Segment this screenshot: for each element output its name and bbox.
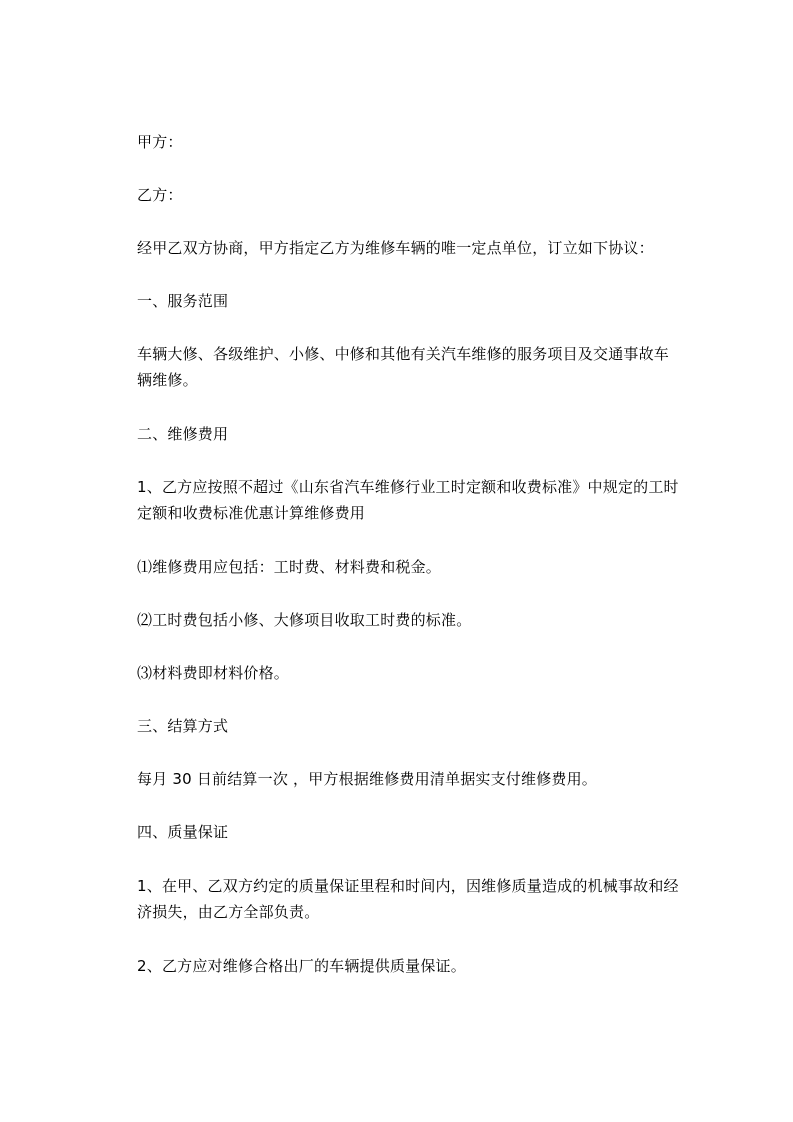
section-2-item-1-line-2: 定额和收费标准优惠计算维修费用 (137, 504, 366, 522)
section-4-item-2: 2、乙方应对维修合格出厂的车辆提供质量保证。 (137, 957, 466, 975)
section-4-item-1-line-2: 济损失，由乙方全部负责。 (137, 903, 320, 921)
section-1-body-line-1: 车辆大修、各级维护、小修、中修和其他有关汽车维修的服务项目及交通事故车 (137, 345, 670, 363)
section-2-item-1-line-1: 1、乙方应按照不超过《山东省汽车维修行业工时定额和收费标准》中规定的工时 (137, 478, 679, 496)
section-2-sub-item-2: ⑵工时费包括小修、大修项目收取工时费的标准。 (137, 611, 472, 629)
party-b-label: 乙方： (137, 186, 183, 204)
section-2-sub-item-1: ⑴维修费用应包括：工时费、材料费和税金。 (137, 558, 442, 576)
section-4-item-1-line-1: 1、在甲、乙双方约定的质量保证里程和时间内，因维修质量造成的机械事故和经 (137, 877, 679, 895)
section-1-body-line-2: 辆维修。 (137, 371, 198, 389)
section-1-heading: 一、服务范围 (137, 292, 229, 310)
section-3-heading: 三、结算方式 (137, 717, 229, 735)
section-2-heading: 二、维修费用 (137, 425, 229, 443)
party-a-label: 甲方： (137, 133, 183, 151)
section-3-body: 每月 30 日前结算一次 ，甲方根据维修费用清单据实支付维修费用。 (137, 770, 597, 788)
intro-paragraph: 经甲乙双方协商，甲方指定乙方为维修车辆的唯一定点单位，订立如下协议： (137, 239, 654, 257)
section-2-sub-item-3: ⑶材料费即材料价格。 (137, 664, 290, 682)
section-4-heading: 四、质量保证 (137, 823, 229, 841)
